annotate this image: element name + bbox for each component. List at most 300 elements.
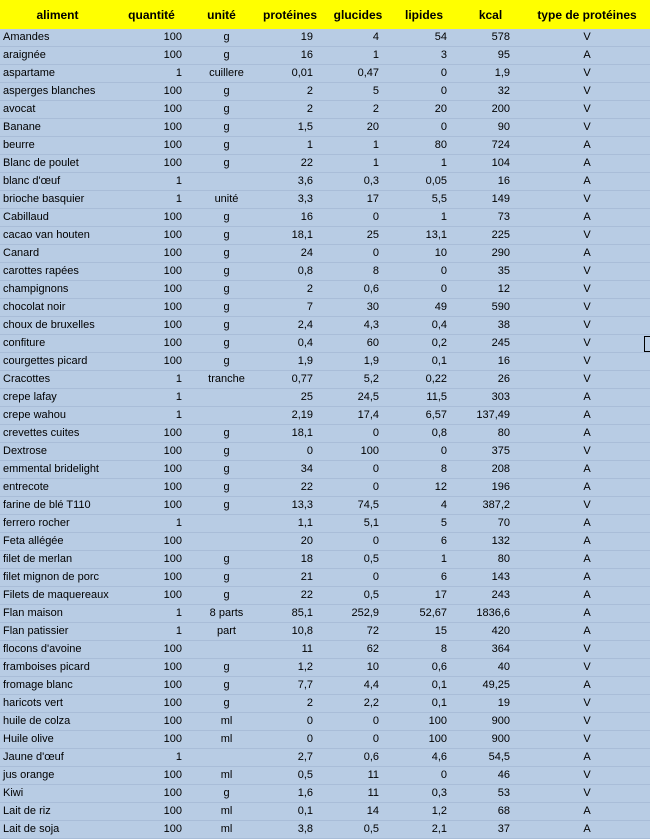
cell-aliment[interactable]: araignée (0, 47, 115, 65)
cell-lipides[interactable]: 11,5 (391, 389, 457, 407)
cell-aliment[interactable]: champignons (0, 281, 115, 299)
cell-aliment[interactable]: farine de blé T110 (0, 497, 115, 515)
header-aliment[interactable]: aliment (36, 7, 79, 22)
cell-glucides[interactable]: 0,5 (325, 587, 391, 605)
cell-proteines[interactable]: 19 (255, 29, 325, 47)
cell-kcal[interactable]: 420 (457, 623, 524, 641)
cell-quantite[interactable]: 100 (115, 47, 188, 65)
cell-lipides[interactable]: 6 (391, 533, 457, 551)
cell-kcal[interactable]: 70 (457, 515, 524, 533)
cell-lipides[interactable]: 0,2 (391, 335, 457, 353)
cell-kcal[interactable]: 364 (457, 641, 524, 659)
cell-quantite[interactable]: 100 (115, 461, 188, 479)
cell-unite[interactable] (188, 407, 255, 425)
cell-aliment[interactable]: haricots vert (0, 695, 115, 713)
cell-kcal[interactable]: 53 (457, 785, 524, 803)
cell-aliment[interactable]: ferrero rocher (0, 515, 115, 533)
cell-lipides[interactable]: 6 (391, 569, 457, 587)
cell-quantite[interactable]: 1 (115, 623, 188, 641)
cell-type-proteines[interactable]: A (524, 587, 650, 605)
cell-type-proteines[interactable]: A (524, 479, 650, 497)
cell-quantite[interactable]: 100 (115, 245, 188, 263)
cell-proteines[interactable]: 10,8 (255, 623, 325, 641)
cell-quantite[interactable]: 100 (115, 803, 188, 821)
cell-kcal[interactable]: 149 (457, 191, 524, 209)
cell-lipides[interactable]: 0 (391, 263, 457, 281)
cell-quantite[interactable]: 100 (115, 587, 188, 605)
cell-type-proteines[interactable]: V (524, 65, 650, 83)
cell-quantite[interactable]: 1 (115, 173, 188, 191)
cell-aliment[interactable]: confiture (0, 335, 115, 353)
cell-proteines[interactable]: 34 (255, 461, 325, 479)
cell-glucides[interactable]: 0,5 (325, 821, 391, 839)
cell-kcal[interactable]: 196 (457, 479, 524, 497)
cell-lipides[interactable]: 0,1 (391, 695, 457, 713)
cell-proteines[interactable]: 0,77 (255, 371, 325, 389)
cell-type-proteines[interactable]: V (524, 299, 650, 317)
cell-kcal[interactable]: 73 (457, 209, 524, 227)
cell-unite[interactable]: g (188, 551, 255, 569)
cell-lipides[interactable]: 17 (391, 587, 457, 605)
cell-proteines[interactable]: 0,4 (255, 335, 325, 353)
cell-type-proteines[interactable]: V (524, 641, 650, 659)
cell-aliment[interactable]: jus orange (0, 767, 115, 785)
cell-unite[interactable]: g (188, 785, 255, 803)
cell-unite[interactable]: g (188, 29, 255, 47)
cell-type-proteines[interactable]: A (524, 623, 650, 641)
cell-unite[interactable]: g (188, 83, 255, 101)
cell-quantite[interactable]: 100 (115, 659, 188, 677)
cell-glucides[interactable]: 17,4 (325, 407, 391, 425)
cell-glucides[interactable]: 1 (325, 155, 391, 173)
cell-type-proteines[interactable]: V (524, 695, 650, 713)
cell-glucides[interactable]: 1,9 (325, 353, 391, 371)
cell-quantite[interactable]: 100 (115, 155, 188, 173)
cell-proteines[interactable]: 25 (255, 389, 325, 407)
cell-glucides[interactable]: 100 (325, 443, 391, 461)
cell-aliment[interactable]: Amandes (0, 29, 115, 47)
cell-type-proteines[interactable]: V (524, 281, 650, 299)
cell-lipides[interactable]: 0,4 (391, 317, 457, 335)
cell-type-proteines[interactable]: A (524, 515, 650, 533)
cell-proteines[interactable]: 1,1 (255, 515, 325, 533)
cell-quantite[interactable]: 100 (115, 29, 188, 47)
cell-kcal[interactable]: 46 (457, 767, 524, 785)
cell-proteines[interactable]: 2,7 (255, 749, 325, 767)
cell-quantite[interactable]: 100 (115, 353, 188, 371)
cell-unite[interactable]: ml (188, 731, 255, 749)
cell-quantite[interactable]: 1 (115, 191, 188, 209)
cell-proteines[interactable]: 22 (255, 587, 325, 605)
header-kcal[interactable]: kcal (478, 7, 503, 22)
cell-type-proteines[interactable]: A (524, 389, 650, 407)
cell-quantite[interactable]: 100 (115, 335, 188, 353)
cell-type-proteines[interactable]: V (524, 101, 650, 119)
cell-kcal[interactable]: 245 (457, 335, 524, 353)
cell-glucides[interactable]: 0 (325, 479, 391, 497)
cell-quantite[interactable]: 100 (115, 83, 188, 101)
cell-aliment[interactable]: aspartame (0, 65, 115, 83)
cell-aliment[interactable]: carottes rapées (0, 263, 115, 281)
cell-aliment[interactable]: Feta allégée (0, 533, 115, 551)
cell-kcal[interactable]: 32 (457, 83, 524, 101)
cell-quantite[interactable]: 100 (115, 695, 188, 713)
cell-lipides[interactable]: 0,1 (391, 353, 457, 371)
cell-quantite[interactable]: 1 (115, 515, 188, 533)
cell-aliment[interactable]: courgettes picard (0, 353, 115, 371)
cell-aliment[interactable]: filet de merlan (0, 551, 115, 569)
cell-kcal[interactable]: 16 (457, 353, 524, 371)
cell-unite[interactable]: g (188, 137, 255, 155)
cell-quantite[interactable]: 100 (115, 101, 188, 119)
cell-proteines[interactable]: 16 (255, 47, 325, 65)
cell-lipides[interactable]: 4 (391, 497, 457, 515)
cell-glucides[interactable]: 0,6 (325, 281, 391, 299)
cell-proteines[interactable]: 1,2 (255, 659, 325, 677)
cell-lipides[interactable]: 100 (391, 713, 457, 731)
cell-proteines[interactable]: 22 (255, 155, 325, 173)
cell-aliment[interactable]: brioche basquier (0, 191, 115, 209)
cell-kcal[interactable]: 104 (457, 155, 524, 173)
cell-kcal[interactable]: 200 (457, 101, 524, 119)
cell-type-proteines[interactable]: A (524, 677, 650, 695)
cell-proteines[interactable]: 16 (255, 209, 325, 227)
cell-kcal[interactable]: 590 (457, 299, 524, 317)
cell-aliment[interactable]: Filets de maquereaux (0, 587, 115, 605)
cell-unite[interactable]: ml (188, 803, 255, 821)
cell-proteines[interactable]: 1,6 (255, 785, 325, 803)
cell-quantite[interactable]: 100 (115, 425, 188, 443)
cell-glucides[interactable]: 2,2 (325, 695, 391, 713)
cell-kcal[interactable]: 724 (457, 137, 524, 155)
cell-unite[interactable]: g (188, 425, 255, 443)
cell-glucides[interactable]: 10 (325, 659, 391, 677)
cell-kcal[interactable]: 578 (457, 29, 524, 47)
cell-type-proteines[interactable]: A (524, 245, 650, 263)
cell-lipides[interactable]: 0,22 (391, 371, 457, 389)
cell-proteines[interactable]: 0,01 (255, 65, 325, 83)
cell-aliment[interactable]: huile de colza (0, 713, 115, 731)
cell-aliment[interactable]: asperges blanches (0, 83, 115, 101)
cell-quantite[interactable]: 1 (115, 407, 188, 425)
cell-aliment[interactable]: Jaune d'œuf (0, 749, 115, 767)
cell-proteines[interactable]: 3,3 (255, 191, 325, 209)
cell-glucides[interactable]: 24,5 (325, 389, 391, 407)
cell-lipides[interactable]: 8 (391, 461, 457, 479)
cell-glucides[interactable]: 11 (325, 785, 391, 803)
cell-proteines[interactable]: 20 (255, 533, 325, 551)
cell-quantite[interactable]: 100 (115, 767, 188, 785)
cell-glucides[interactable]: 0,5 (325, 551, 391, 569)
cell-type-proteines[interactable]: V (524, 371, 650, 389)
cell-quantite[interactable]: 100 (115, 281, 188, 299)
cell-proteines[interactable]: 0,1 (255, 803, 325, 821)
cell-unite[interactable]: g (188, 479, 255, 497)
cell-lipides[interactable]: 0 (391, 65, 457, 83)
cell-unite[interactable] (188, 515, 255, 533)
cell-lipides[interactable]: 1 (391, 209, 457, 227)
cell-quantite[interactable]: 100 (115, 263, 188, 281)
cell-kcal[interactable]: 1,9 (457, 65, 524, 83)
cell-lipides[interactable]: 54 (391, 29, 457, 47)
cell-proteines[interactable]: 1,9 (255, 353, 325, 371)
cell-type-proteines[interactable]: A (524, 551, 650, 569)
cell-unite[interactable]: g (188, 353, 255, 371)
cell-unite[interactable]: cuillere (188, 65, 255, 83)
cell-aliment[interactable]: beurre (0, 137, 115, 155)
cell-kcal[interactable]: 290 (457, 245, 524, 263)
cell-unite[interactable]: g (188, 155, 255, 173)
cell-kcal[interactable]: 900 (457, 713, 524, 731)
cell-glucides[interactable]: 0 (325, 533, 391, 551)
cell-proteines[interactable]: 2 (255, 695, 325, 713)
cell-aliment[interactable]: Kiwi (0, 785, 115, 803)
cell-lipides[interactable]: 0,05 (391, 173, 457, 191)
cell-unite[interactable]: g (188, 263, 255, 281)
cell-glucides[interactable]: 5,2 (325, 371, 391, 389)
cell-aliment[interactable]: Canard (0, 245, 115, 263)
cell-quantite[interactable]: 1 (115, 371, 188, 389)
cell-unite[interactable]: ml (188, 821, 255, 839)
cell-glucides[interactable]: 5 (325, 83, 391, 101)
cell-lipides[interactable]: 0 (391, 281, 457, 299)
cell-quantite[interactable]: 100 (115, 209, 188, 227)
cell-quantite[interactable]: 100 (115, 479, 188, 497)
cell-type-proteines[interactable]: V (524, 191, 650, 209)
cell-glucides[interactable]: 30 (325, 299, 391, 317)
cell-type-proteines[interactable]: V (524, 443, 650, 461)
cell-unite[interactable]: g (188, 119, 255, 137)
cell-quantite[interactable]: 100 (115, 497, 188, 515)
cell-unite[interactable]: g (188, 227, 255, 245)
cell-kcal[interactable]: 37 (457, 821, 524, 839)
header-glucides[interactable]: glucides (333, 7, 383, 22)
cell-aliment[interactable]: emmental bridelight (0, 461, 115, 479)
cell-unite[interactable]: tranche (188, 371, 255, 389)
cell-aliment[interactable]: avocat (0, 101, 115, 119)
cell-glucides[interactable]: 14 (325, 803, 391, 821)
cell-type-proteines[interactable]: A (524, 137, 650, 155)
cell-glucides[interactable]: 62 (325, 641, 391, 659)
cell-aliment[interactable]: flocons d'avoine (0, 641, 115, 659)
cell-lipides[interactable]: 80 (391, 137, 457, 155)
cell-type-proteines[interactable]: A (524, 407, 650, 425)
cell-proteines[interactable]: 0 (255, 713, 325, 731)
cell-glucides[interactable]: 17 (325, 191, 391, 209)
cell-unite[interactable]: g (188, 677, 255, 695)
cell-kcal[interactable]: 40 (457, 659, 524, 677)
cell-kcal[interactable]: 68 (457, 803, 524, 821)
cell-kcal[interactable]: 19 (457, 695, 524, 713)
cell-proteines[interactable]: 2 (255, 281, 325, 299)
cell-proteines[interactable]: 7,7 (255, 677, 325, 695)
cell-unite[interactable] (188, 173, 255, 191)
cell-quantite[interactable]: 100 (115, 569, 188, 587)
cell-type-proteines[interactable]: A (524, 605, 650, 623)
cell-lipides[interactable]: 6,57 (391, 407, 457, 425)
cell-lipides[interactable]: 0 (391, 443, 457, 461)
cell-lipides[interactable]: 15 (391, 623, 457, 641)
cell-aliment[interactable]: Huile olive (0, 731, 115, 749)
cell-glucides[interactable]: 11 (325, 767, 391, 785)
cell-kcal[interactable]: 143 (457, 569, 524, 587)
cell-kcal[interactable]: 95 (457, 47, 524, 65)
cell-lipides[interactable]: 0 (391, 83, 457, 101)
cell-glucides[interactable]: 20 (325, 119, 391, 137)
cell-glucides[interactable]: 0 (325, 245, 391, 263)
cell-proteines[interactable]: 13,3 (255, 497, 325, 515)
cell-proteines[interactable]: 2 (255, 83, 325, 101)
cell-glucides[interactable]: 74,5 (325, 497, 391, 515)
cell-glucides[interactable]: 252,9 (325, 605, 391, 623)
cell-kcal[interactable]: 243 (457, 587, 524, 605)
cell-unite[interactable]: 8 parts (188, 605, 255, 623)
cell-type-proteines[interactable]: A (524, 533, 650, 551)
cell-proteines[interactable]: 85,1 (255, 605, 325, 623)
cell-glucides[interactable]: 0 (325, 425, 391, 443)
cell-proteines[interactable]: 18,1 (255, 227, 325, 245)
cell-quantite[interactable]: 100 (115, 821, 188, 839)
cell-type-proteines[interactable]: A (524, 47, 650, 65)
cell-glucides[interactable]: 4 (325, 29, 391, 47)
cell-type-proteines[interactable]: A (524, 461, 650, 479)
cell-type-proteines[interactable]: V (524, 659, 650, 677)
cell-aliment[interactable]: filet mignon de porc (0, 569, 115, 587)
cell-proteines[interactable]: 0,5 (255, 767, 325, 785)
cell-quantite[interactable]: 100 (115, 641, 188, 659)
cell-glucides[interactable]: 0,6 (325, 749, 391, 767)
cell-type-proteines[interactable]: V (524, 497, 650, 515)
cell-quantite[interactable]: 1 (115, 389, 188, 407)
cell-aliment[interactable]: choux de bruxelles (0, 317, 115, 335)
cell-glucides[interactable]: 0,47 (325, 65, 391, 83)
cell-unite[interactable]: g (188, 47, 255, 65)
cell-unite[interactable]: unité (188, 191, 255, 209)
cell-glucides[interactable]: 60 (325, 335, 391, 353)
cell-aliment[interactable]: crepe wahou (0, 407, 115, 425)
header-proteines[interactable]: protéines (262, 7, 317, 22)
cell-proteines[interactable]: 7 (255, 299, 325, 317)
cell-kcal[interactable]: 49,25 (457, 677, 524, 695)
cell-glucides[interactable]: 1 (325, 137, 391, 155)
cell-glucides[interactable]: 5,1 (325, 515, 391, 533)
cell-aliment[interactable]: Banane (0, 119, 115, 137)
cell-proteines[interactable]: 21 (255, 569, 325, 587)
cell-quantite[interactable]: 100 (115, 713, 188, 731)
cell-kcal[interactable]: 26 (457, 371, 524, 389)
cell-quantite[interactable]: 100 (115, 317, 188, 335)
cell-quantite[interactable]: 1 (115, 749, 188, 767)
cell-aliment[interactable]: Flan maison (0, 605, 115, 623)
cell-kcal[interactable]: 208 (457, 461, 524, 479)
cell-glucides[interactable]: 0 (325, 731, 391, 749)
cell-aliment[interactable]: framboises picard (0, 659, 115, 677)
cell-lipides[interactable]: 5,5 (391, 191, 457, 209)
cell-lipides[interactable]: 12 (391, 479, 457, 497)
cell-quantite[interactable]: 1 (115, 605, 188, 623)
cell-kcal[interactable]: 137,49 (457, 407, 524, 425)
cell-type-proteines[interactable]: V (524, 29, 650, 47)
cell-unite[interactable]: g (188, 245, 255, 263)
cell-kcal[interactable]: 387,2 (457, 497, 524, 515)
cell-lipides[interactable]: 13,1 (391, 227, 457, 245)
cell-lipides[interactable]: 0,8 (391, 425, 457, 443)
cell-lipides[interactable]: 100 (391, 731, 457, 749)
cell-lipides[interactable]: 20 (391, 101, 457, 119)
cell-proteines[interactable]: 2 (255, 101, 325, 119)
cell-proteines[interactable]: 0 (255, 731, 325, 749)
cell-glucides[interactable]: 4,3 (325, 317, 391, 335)
cell-glucides[interactable]: 8 (325, 263, 391, 281)
cell-lipides[interactable]: 5 (391, 515, 457, 533)
cell-glucides[interactable]: 0 (325, 209, 391, 227)
cell-unite[interactable]: g (188, 101, 255, 119)
cell-type-proteines[interactable]: V (524, 731, 650, 749)
cell-glucides[interactable]: 4,4 (325, 677, 391, 695)
cell-unite[interactable]: part (188, 623, 255, 641)
cell-type-proteines[interactable]: V (524, 119, 650, 137)
cell-unite[interactable]: g (188, 209, 255, 227)
header-quantite[interactable]: quantité (128, 7, 175, 22)
cell-aliment[interactable]: blanc d'œuf (0, 173, 115, 191)
cell-glucides[interactable]: 2 (325, 101, 391, 119)
cell-aliment[interactable]: Dextrose (0, 443, 115, 461)
cell-aliment[interactable]: chocolat noir (0, 299, 115, 317)
cell-lipides[interactable]: 0,6 (391, 659, 457, 677)
cell-type-proteines[interactable]: A (524, 569, 650, 587)
cell-lipides[interactable]: 0,1 (391, 677, 457, 695)
cell-kcal[interactable]: 132 (457, 533, 524, 551)
cell-type-proteines[interactable]: A (524, 209, 650, 227)
cell-lipides[interactable]: 0,3 (391, 785, 457, 803)
cell-aliment[interactable]: Lait de riz (0, 803, 115, 821)
cell-proteines[interactable]: 2,19 (255, 407, 325, 425)
cell-lipides[interactable]: 1 (391, 155, 457, 173)
cell-kcal[interactable]: 80 (457, 425, 524, 443)
cell-kcal[interactable]: 54,5 (457, 749, 524, 767)
cell-glucides[interactable]: 0,3 (325, 173, 391, 191)
cell-lipides[interactable]: 1,2 (391, 803, 457, 821)
cell-aliment[interactable]: Lait de soja (0, 821, 115, 839)
cell-glucides[interactable]: 1 (325, 47, 391, 65)
cell-unite[interactable]: g (188, 587, 255, 605)
cell-quantite[interactable]: 100 (115, 677, 188, 695)
cell-type-proteines[interactable]: V (524, 713, 650, 731)
cell-type-proteines[interactable]: V (524, 335, 650, 353)
cell-kcal[interactable]: 303 (457, 389, 524, 407)
cell-proteines[interactable]: 1,5 (255, 119, 325, 137)
cell-quantite[interactable]: 100 (115, 731, 188, 749)
cell-aliment[interactable]: fromage blanc (0, 677, 115, 695)
cell-quantite[interactable]: 100 (115, 119, 188, 137)
header-lipides[interactable]: lipides (404, 7, 443, 22)
cell-type-proteines[interactable]: A (524, 425, 650, 443)
cell-glucides[interactable]: 72 (325, 623, 391, 641)
cell-type-proteines[interactable]: V (524, 263, 650, 281)
cell-quantite[interactable]: 100 (115, 533, 188, 551)
cell-glucides[interactable]: 0 (325, 461, 391, 479)
cell-aliment[interactable]: Cracottes (0, 371, 115, 389)
cell-type-proteines[interactable]: A (524, 803, 650, 821)
cell-type-proteines[interactable]: V (524, 767, 650, 785)
cell-type-proteines[interactable]: V (524, 353, 650, 371)
cell-kcal[interactable]: 375 (457, 443, 524, 461)
cell-type-proteines[interactable]: V (524, 83, 650, 101)
cell-type-proteines[interactable]: V (524, 227, 650, 245)
cell-quantite[interactable]: 100 (115, 227, 188, 245)
cell-aliment[interactable]: Blanc de poulet (0, 155, 115, 173)
cell-kcal[interactable]: 1836,6 (457, 605, 524, 623)
